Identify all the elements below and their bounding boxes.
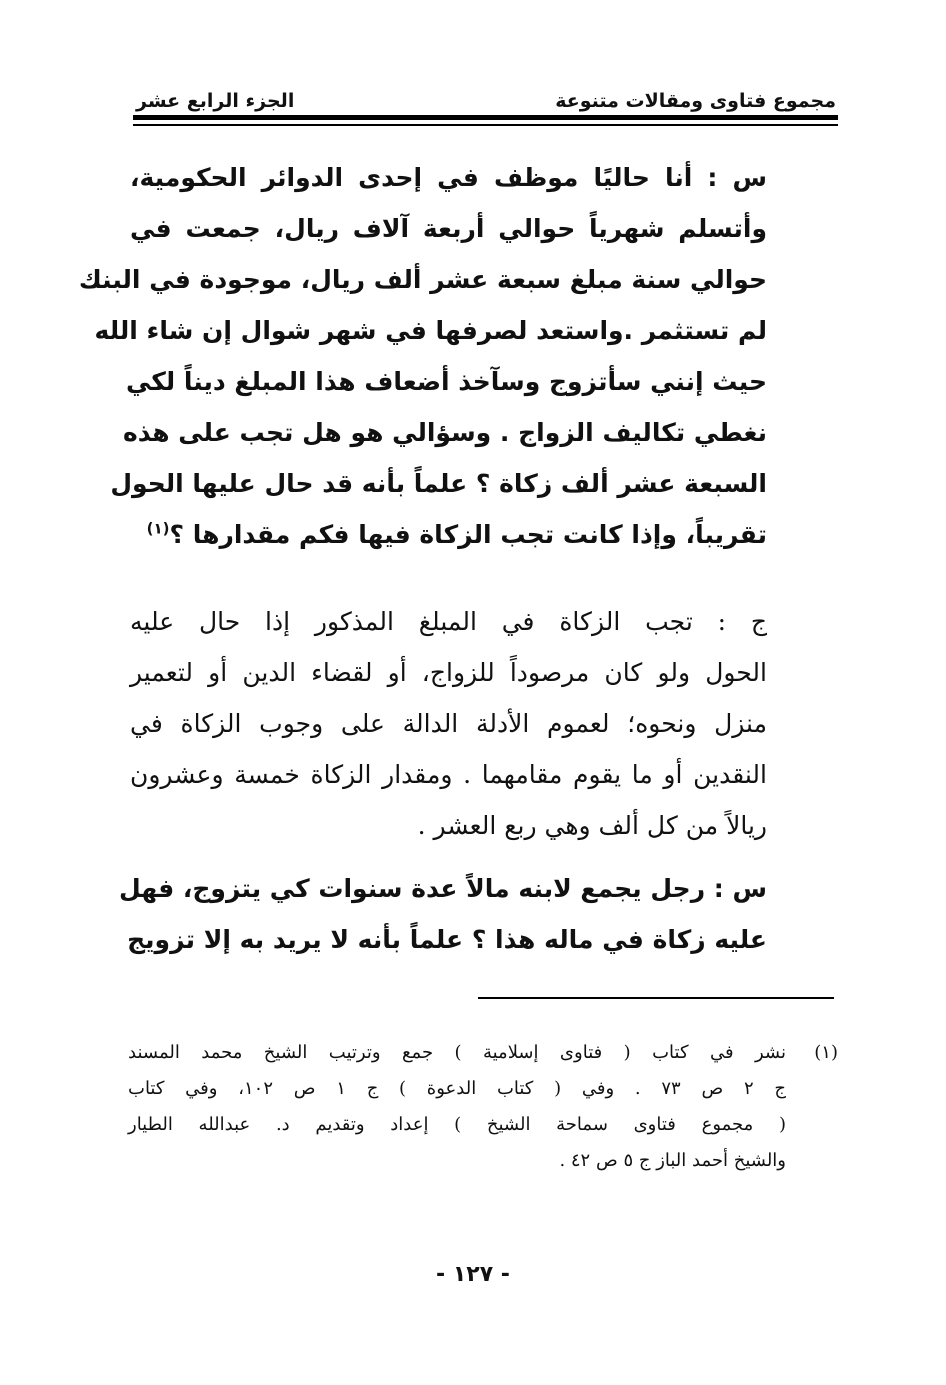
question-2	[119, 863, 767, 965]
footnote-number: (١)	[814, 1042, 838, 1063]
question-1-line: س : أنا حاليًا موظف في إحدى الدوائر الحكومية،	[130, 163, 767, 192]
question-1-line: حوالي سنة مبلغ سبعة عشر ألف ريال، موجودة في البنك	[78, 265, 767, 294]
question-1-line: لم تستثمر .واستعد لصرفها في شهر شوال إن شاء الله	[94, 316, 767, 345]
question-1-line: السبعة عشر ألف زكاة ؟ علماً بأنه قد حال عليها الحول	[110, 469, 767, 498]
header-book-title: مجموع فتاوى ومقالات متنوعة	[555, 90, 836, 112]
question-1-last-line	[130, 509, 767, 560]
answer-1-line: منزل ونحوه؛ لعموم الأدلة الدالة على وجوب الزكاة في	[130, 709, 767, 738]
answer-1-line: الحول ولو كان مرصوداً للزواج، أو لقضاء الدين أو لتعمير	[130, 658, 767, 687]
question-1-line: تقريباً، وإذا كانت تجب الزكاة فيها فكم مقدارها ؟	[169, 520, 767, 549]
footnote	[128, 1035, 838, 1179]
question-1	[78, 152, 767, 560]
question-1-line: حيث إنني سأتزوج وسآخذ أضعاف هذا المبلغ ديناً لكي	[125, 367, 767, 396]
answer-1-line: النقدين أو ما يقوم مقامهما . ومقدار الزكاة خمسة وعشرون	[130, 760, 767, 789]
footnote-line: ج ٢ ص ٧٣ . وفي ( كتاب الدعوة ) ج ١ ص ١٠٢، وفي كتاب	[128, 1078, 786, 1099]
header-volume-title: الجزء الرابع عشر	[136, 90, 295, 112]
question-1-line: وأتسلم شهرياً حوالي أربعة آلاف ريال، جمعت في	[130, 214, 767, 243]
answer-1-line: ريالاً من كل ألف وهي ربع العشر .	[417, 811, 767, 840]
footnote-reference: (١)	[146, 519, 170, 538]
page-number: - ١٢٧ -	[436, 1262, 510, 1287]
footnote-line: نشر في كتاب ( فتاوى إسلامية ) جمع وترتيب الشيخ محمد المسند	[128, 1042, 786, 1063]
answer-1	[130, 596, 767, 851]
header-rule-thin	[133, 124, 838, 126]
question-1-line: نغطي تكاليف الزواج . وسؤالي هو هل تجب على هذه	[123, 418, 767, 447]
question-2-line: عليه زكاة في ماله هذا ؟ علماً بأنه لا يريد به إلا تزويج	[127, 925, 767, 954]
header-rule-thick	[133, 115, 838, 120]
footnote-line: والشيخ أحمد الباز ج ٥ ص ٤٢ .	[559, 1150, 786, 1171]
running-header	[136, 82, 836, 112]
question-2-line: س : رجل يجمع لابنه مالاً عدة سنوات كي يتزوج، فهل	[119, 874, 767, 903]
footnote-line: ( مجموع فتاوى سماحة الشيخ ) إعداد وتقديم د. عبدالله الطيار	[128, 1114, 786, 1135]
footnote-separator	[478, 997, 834, 999]
answer-1-line: ج : تجب الزكاة في المبلغ المذكور إذا حال عليه	[130, 607, 767, 636]
